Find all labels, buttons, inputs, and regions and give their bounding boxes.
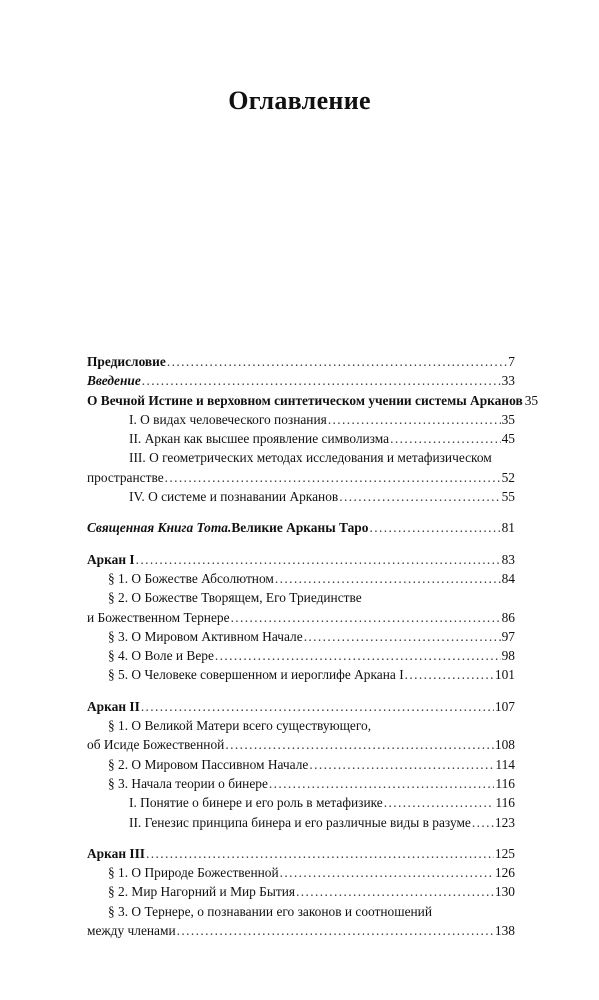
toc-entry-title: II. Генезис принципа бинера и его различные виды в разуме xyxy=(129,814,471,830)
toc-entry-title: Аркан I xyxy=(87,551,135,567)
toc-page-number: 114 xyxy=(495,756,515,772)
toc-page-number: 130 xyxy=(494,884,515,900)
toc-entry-title: § 3. Начала теории о бинере xyxy=(108,775,268,791)
toc-page-number: 123 xyxy=(494,814,515,830)
toc-entry-title: § 4. О Воле и Вере xyxy=(108,648,214,664)
toc-leader-dots xyxy=(177,921,494,940)
toc-entry-subtitle: Великие Арканы Таро xyxy=(231,520,369,536)
toc-leader-dots xyxy=(472,813,494,832)
toc-entry-title: § 1. О Природе Божественной xyxy=(108,865,279,881)
toc-page-number: 125 xyxy=(494,845,515,861)
toc-leader-dots xyxy=(141,697,494,716)
toc-entry[interactable] xyxy=(87,352,515,371)
toc-leader-dots xyxy=(215,646,501,665)
toc-section-gap xyxy=(87,506,515,518)
toc-entry[interactable] xyxy=(87,793,515,812)
toc-entry[interactable] xyxy=(87,371,515,390)
toc-entry[interactable] xyxy=(87,863,515,882)
toc-page-number: 35 xyxy=(501,411,515,427)
toc-entry-title: Аркан II xyxy=(87,698,140,714)
toc-leader-dots xyxy=(165,468,501,487)
toc-entry[interactable] xyxy=(87,468,515,487)
toc-entry[interactable] xyxy=(87,569,515,588)
toc-entry-title: § 2. О Божестве Творящем, Его Триединстве xyxy=(108,590,362,606)
toc-entry[interactable] xyxy=(87,410,515,429)
toc-entry-title: § 5. О Человеке совершенном и иероглифе Аркана I xyxy=(108,667,404,683)
toc-entry[interactable] xyxy=(87,391,539,410)
toc-entry-title: II. Аркан как высшее проявление символизма xyxy=(129,431,390,447)
toc-page-number: 86 xyxy=(501,609,515,625)
toc-entry[interactable] xyxy=(87,665,515,684)
toc-entry[interactable] xyxy=(87,902,515,921)
toc-entry-title: § 2. О Мировом Пассивном Начале xyxy=(108,756,309,772)
toc-leader-dots xyxy=(275,569,501,588)
toc-leader-dots xyxy=(296,882,494,901)
toc-entry-title: III. О геометрических методах исследования и метафизическом xyxy=(129,450,492,466)
toc-entry[interactable] xyxy=(87,755,515,774)
toc-entry-title: § 1. О Великой Матери всего существующего, xyxy=(108,718,372,734)
toc-entry[interactable] xyxy=(87,813,515,832)
toc-leader-dots xyxy=(231,608,501,627)
toc-page-number: 97 xyxy=(501,628,515,644)
toc-page-number: 7 xyxy=(508,354,515,369)
toc-entry[interactable] xyxy=(87,646,515,665)
toc-entry[interactable] xyxy=(87,627,515,646)
toc-entry[interactable] xyxy=(87,882,515,901)
toc-page-number: 116 xyxy=(495,795,515,811)
toc-leader-dots xyxy=(280,863,494,882)
toc-leader-dots xyxy=(369,518,500,537)
toc-entry-title: Введение xyxy=(87,373,141,389)
toc-page-number: 107 xyxy=(494,698,515,714)
toc-leader-dots xyxy=(167,352,507,371)
toc-entry[interactable] xyxy=(87,921,515,940)
toc-entry-title: IV. О системе и познавании Арканов xyxy=(129,489,339,505)
toc-page-number: 126 xyxy=(494,865,515,881)
toc-entry[interactable] xyxy=(87,844,515,863)
toc-section-gap xyxy=(87,538,515,550)
toc-entry-title: об Исиде Божественной xyxy=(87,737,225,753)
toc-page-number: 138 xyxy=(494,923,515,939)
toc-page-number: 33 xyxy=(501,373,515,389)
toc-section-gap xyxy=(87,685,515,697)
toc-entry[interactable] xyxy=(87,716,515,735)
toc-entry-title: § 1. О Божестве Абсолютном xyxy=(108,570,274,586)
toc-entry[interactable] xyxy=(87,588,515,607)
toc-leader-dots xyxy=(328,410,501,429)
toc-leader-dots xyxy=(146,844,494,863)
toc-leader-dots xyxy=(339,487,500,506)
toc-page-number: 35 xyxy=(524,392,539,408)
toc-entry-title: пространстве xyxy=(87,469,164,485)
toc-leader-dots xyxy=(136,550,501,569)
toc-leader-dots xyxy=(225,735,494,754)
toc-page-number: 101 xyxy=(494,667,515,683)
toc-leader-dots xyxy=(269,774,494,793)
toc-entry[interactable] xyxy=(87,448,515,467)
toc-entry-title: Аркан III xyxy=(87,845,146,861)
toc-entry-title: Предисловие xyxy=(87,354,166,369)
toc-section-gap xyxy=(87,832,515,844)
toc-entry-title: § 2. Мир Нагорний и Мир Бытия xyxy=(108,884,296,900)
toc-entry[interactable] xyxy=(87,608,515,627)
toc-entry[interactable] xyxy=(87,487,515,506)
toc-entry[interactable] xyxy=(87,518,515,537)
toc-page-number: 108 xyxy=(494,737,515,753)
page-title: Оглавление xyxy=(228,86,371,115)
toc-entry[interactable] xyxy=(87,735,515,754)
toc-page-number: 83 xyxy=(501,551,515,567)
toc-leader-dots xyxy=(405,665,494,684)
toc-page-number: 52 xyxy=(501,469,515,485)
toc-entry[interactable] xyxy=(87,429,515,448)
toc-entry[interactable] xyxy=(87,774,515,793)
toc-entry[interactable] xyxy=(87,697,515,716)
toc-leader-dots xyxy=(304,627,501,646)
toc-leader-dots xyxy=(142,371,501,390)
table-of-contents xyxy=(87,352,539,940)
toc-entry-title: Священная Книга Тота. xyxy=(87,520,232,536)
toc-entry-title: I. О видах человеческого познания xyxy=(129,411,327,427)
toc-entry-title: О Вечной Истине и верховном синтетическом учении системы Арканов xyxy=(87,392,523,408)
toc-page-number: 55 xyxy=(501,489,515,505)
toc-page-number: 84 xyxy=(501,570,515,586)
toc-entry[interactable] xyxy=(87,550,515,569)
toc-page-number: 45 xyxy=(501,431,515,447)
toc-entry-title: I. Понятие о бинере и его роль в метафизике xyxy=(129,795,383,811)
toc-leader-dots xyxy=(390,429,500,448)
toc-entry-title: § 3. О Тернере, о познавании его законов и соотношений xyxy=(108,903,433,919)
toc-leader-dots xyxy=(309,755,494,774)
toc-page-number: 116 xyxy=(495,775,515,791)
toc-page-number: 98 xyxy=(501,648,515,664)
toc-page-number: 81 xyxy=(501,520,515,536)
toc-leader-dots xyxy=(384,793,495,812)
toc-entry-title: § 3. О Мировом Активном Начале xyxy=(108,628,303,644)
toc-entry-title: и Божественном Тернере xyxy=(87,609,230,625)
toc-entry-title: между членами xyxy=(87,923,176,939)
